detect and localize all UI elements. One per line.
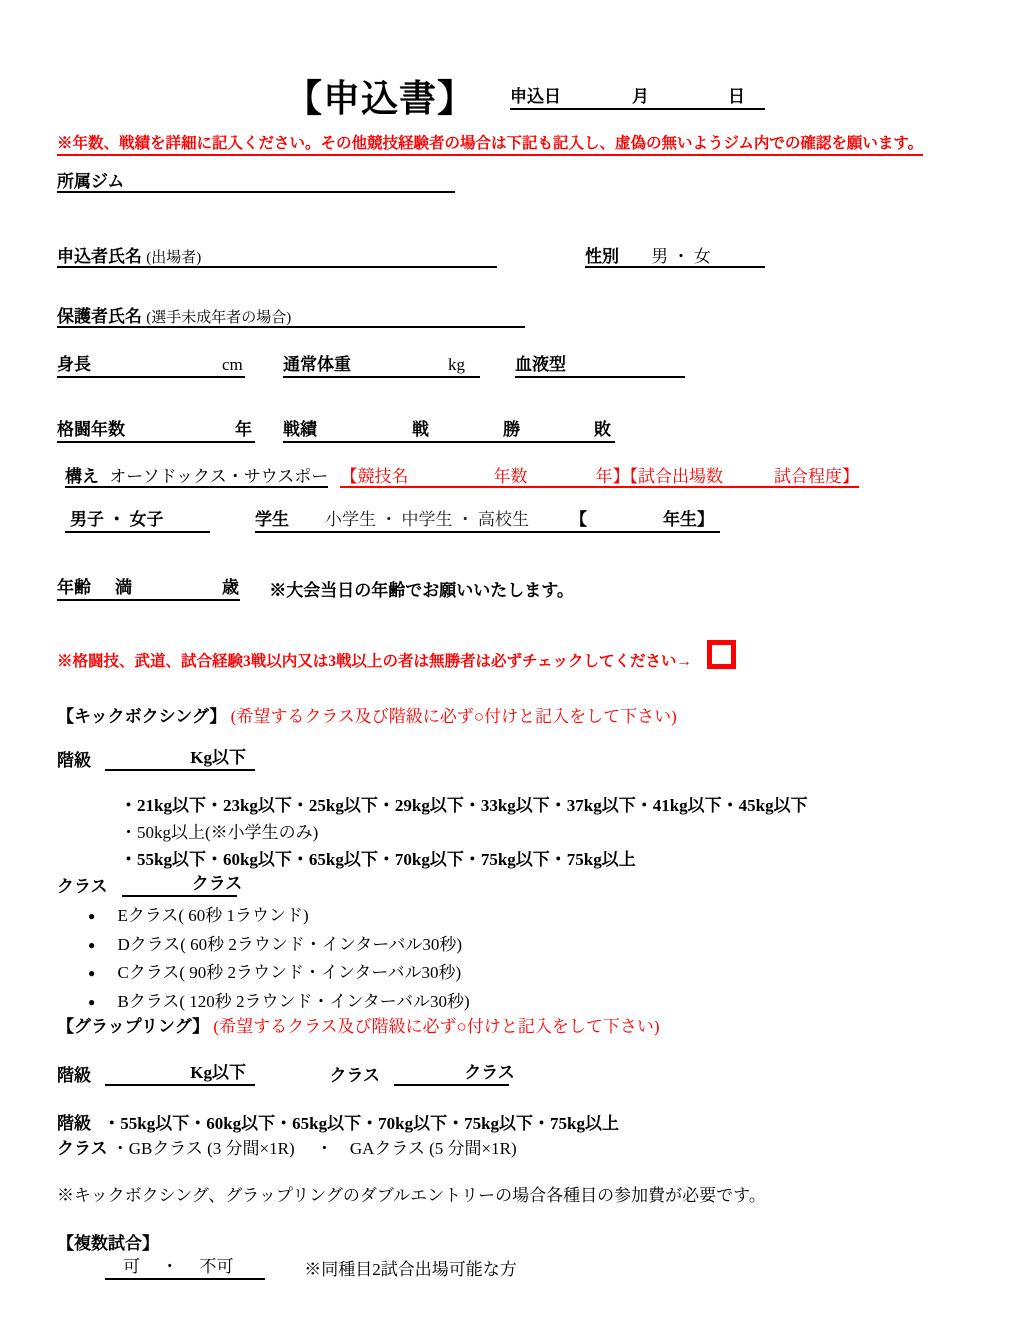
- gr-classes-label: クラス: [57, 1139, 108, 1158]
- other-competition-field[interactable]: 【競技名 年数 年】【試合出場数 試合程度】: [340, 462, 859, 488]
- multi-bout-note: ※同種目2試合出場可能な方: [304, 1260, 517, 1279]
- experience-check-notice: ※格闘技、武道、試合経験3戦以内又は3戦以上の者は無勝者は必ずチェックしてください→: [57, 653, 693, 670]
- kb-weight-label: 階級: [57, 751, 91, 770]
- gr-weights-options[interactable]: ・55kg以下・60kg以下・65kg以下・70kg以下・75kg以下・75kg以上: [103, 1114, 619, 1133]
- kb-weight-field[interactable]: [105, 745, 255, 771]
- kb-class-option-d-label: Dクラス( 60秒 2ラウンド・インターバル30秒): [117, 934, 463, 954]
- guardian-name-label: 保護者氏名: [57, 307, 142, 326]
- record-fights-label: 戦: [412, 420, 429, 439]
- kb-weight-options-row-3[interactable]: ・55kg以下・60kg以下・65kg以下・70kg以下・75kg以下・75kg以上: [120, 850, 636, 869]
- gr-class-unit: クラス: [464, 1063, 515, 1082]
- kb-class-unit: クラス: [191, 874, 243, 893]
- blood-type-field[interactable]: [515, 352, 685, 378]
- kb-weight-options-row-1[interactable]: ・21kg以下・23kg以下・25kg以下・29kg以下・33kg以下・37kg以下・41kg以下・45kg以下: [120, 796, 808, 815]
- age-label: 年齢: [57, 578, 91, 597]
- record-wins-label: 勝: [503, 420, 520, 439]
- gym-label: 所属ジム: [57, 172, 125, 191]
- grappling-heading-note: (希望するクラス及び階級に必ず○付けと記入をして下さい): [213, 1017, 660, 1036]
- applicant-name-note: (出場者): [146, 250, 202, 266]
- bullet-icon: ●: [88, 994, 96, 1009]
- gr-weight-label: 階級: [57, 1066, 91, 1085]
- gr-class-field[interactable]: [394, 1060, 515, 1086]
- kickboxing-heading: 【キックボクシング】: [57, 707, 227, 726]
- gr-weights-label: 階級: [57, 1114, 91, 1133]
- kb-weight-unit: Kg以下: [190, 748, 246, 767]
- bullet-icon: ●: [88, 909, 96, 923]
- grappling-heading: 【グラップリング】: [57, 1017, 210, 1036]
- fight-years-unit: 年: [235, 420, 252, 439]
- student-field[interactable]: [255, 507, 720, 533]
- stance-field[interactable]: [65, 462, 328, 488]
- student-options[interactable]: 小学生 ・ 中学生 ・ 高校生: [325, 510, 529, 529]
- age-man-label: 満: [115, 578, 132, 597]
- gr-classes-options[interactable]: ・GBクラス (3 分間×1R) ・ GAクラス (5 分間×1R): [111, 1139, 517, 1158]
- fight-years-field[interactable]: [57, 417, 255, 443]
- kb-class-option-c[interactable]: [88, 959, 470, 988]
- weight-unit: kg: [448, 355, 465, 374]
- student-label: 学生: [255, 510, 289, 529]
- weight-field[interactable]: [283, 352, 480, 378]
- height-label: 身長: [57, 355, 91, 374]
- gr-weight-unit: Kg以下: [190, 1063, 246, 1082]
- kb-class-option-e[interactable]: [88, 902, 470, 931]
- application-date-field[interactable]: [510, 84, 765, 110]
- date-day-label: 日: [728, 87, 745, 106]
- top-notice: ※年数、戦績を詳細に記入ください。その他競技経験者の場合は下記も記入し、虚偽の無いようジム内での確認を願います。: [57, 131, 923, 156]
- record-field[interactable]: [283, 417, 615, 443]
- experience-checkbox[interactable]: [707, 640, 736, 669]
- stance-options[interactable]: オーソドックス・サウスポー: [109, 467, 329, 486]
- date-month-label: 月: [632, 87, 649, 106]
- stance-label: 構え: [65, 467, 99, 486]
- date-label: 申込日: [510, 87, 561, 106]
- gender-options[interactable]: 男 ・ 女: [651, 247, 711, 266]
- height-unit: cm: [222, 355, 243, 374]
- fight-years-label: 格闘年数: [57, 420, 125, 439]
- bullet-icon: ●: [88, 937, 96, 952]
- bullet-icon: ●: [88, 966, 96, 980]
- age-field[interactable]: [57, 575, 240, 601]
- kb-class-field[interactable]: [122, 871, 243, 897]
- age-unit: 歳: [222, 578, 239, 597]
- double-entry-note: ※キックボクシング、グラップリングのダブルエントリーの場合各種目の参加費が必要です。: [57, 1186, 766, 1205]
- kb-class-option-e-label: Eクラス( 60秒 1ラウンド): [117, 906, 309, 925]
- student-grade-close: 年生】: [663, 510, 714, 529]
- height-field[interactable]: [57, 352, 245, 378]
- gr-weight-field[interactable]: [105, 1060, 255, 1086]
- applicant-name-label: 申込者氏名: [57, 247, 142, 266]
- student-grade-bracket-open: 【: [570, 510, 587, 529]
- kickboxing-heading-note: (希望するクラス及び階級に必ず○付けと記入をして下さい): [230, 707, 677, 726]
- record-label: 戦績: [283, 420, 317, 439]
- kb-class-option-c-label: Cクラス( 90秒 2ラウンド・インターバル30秒): [117, 963, 462, 982]
- gender-label: 性別: [585, 247, 619, 266]
- applicant-name-field[interactable]: [57, 242, 497, 268]
- kb-class-option-d[interactable]: [88, 931, 470, 960]
- multi-bout-field[interactable]: [105, 1254, 265, 1280]
- kb-class-label: クラス: [57, 877, 108, 896]
- guardian-name-note: (選手未成年者の場合): [146, 310, 292, 326]
- kb-class-option-b-label: Bクラス( 120秒 2ラウンド・インターバル30秒): [117, 991, 470, 1011]
- record-losses-label: 敗: [594, 420, 611, 439]
- gym-field[interactable]: [57, 167, 455, 193]
- age-note: ※大会当日の年齢でお願いいたします。: [269, 581, 574, 600]
- sex-field[interactable]: [65, 507, 210, 533]
- gender-field[interactable]: [585, 242, 765, 268]
- kb-weight-options-row-2[interactable]: ・50kg以上(※小学生のみ): [120, 823, 319, 842]
- multi-bout-options[interactable]: 可 ・ 不可: [123, 1257, 234, 1276]
- multi-bout-heading: 【複数試合】: [57, 1234, 159, 1253]
- weight-label: 通常体重: [283, 355, 351, 374]
- gr-class-label: クラス: [329, 1066, 380, 1085]
- blood-type-label: 血液型: [515, 355, 566, 374]
- guardian-name-field[interactable]: [57, 302, 525, 328]
- sex-options[interactable]: 男子 ・ 女子: [70, 510, 164, 529]
- page-title: 【申込書】: [285, 79, 475, 120]
